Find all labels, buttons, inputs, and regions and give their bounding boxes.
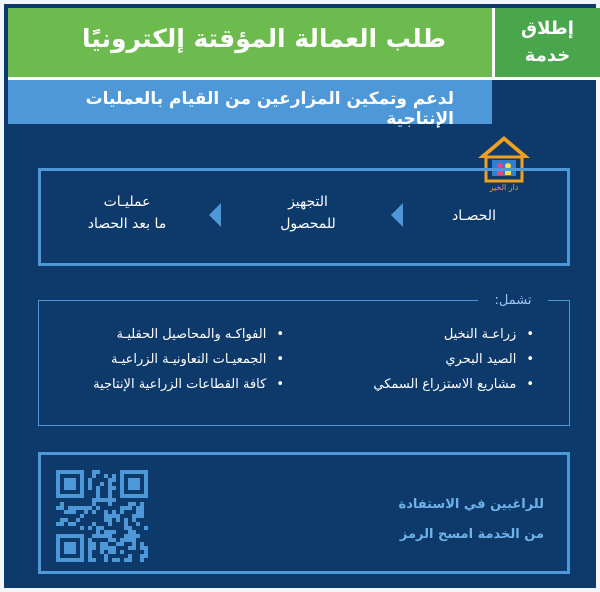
includes-left-list xyxy=(54,322,284,397)
stage-preparation-line2: للمحصول xyxy=(280,216,336,232)
list-item: • كافة القطاعات الزراعية الإنتاجية xyxy=(54,372,284,397)
title-bar xyxy=(8,8,492,80)
stage-post-harvest xyxy=(67,191,187,235)
includes-label: تشمل: xyxy=(478,293,548,309)
list-item: • الجمعيـات التعاونيـة الزراعيـة xyxy=(54,347,284,372)
stage-preparation xyxy=(253,191,363,235)
logo-text: دار الخير xyxy=(489,183,519,192)
list-item: • الفواكـه والمحاصيل الحقليـة xyxy=(54,322,284,347)
qr-code-icon[interactable] xyxy=(56,470,148,562)
page-title: طلب العمالة المؤقتة إلكترونيًا xyxy=(82,24,446,53)
launch-badge xyxy=(492,8,600,80)
badge-line1: إطلاق xyxy=(521,18,574,39)
stage-harvest-label: الحصـاد xyxy=(452,208,496,224)
includes-right-list xyxy=(314,322,534,397)
qr-text-line1: للراغبين في الاستفادة xyxy=(398,497,544,512)
badge-line2: خدمة xyxy=(524,45,571,66)
arrow-left-icon xyxy=(209,203,221,227)
list-item: • الصيد البحري xyxy=(314,347,534,372)
stage-post-harvest-line1: عمليـات xyxy=(103,194,151,210)
stages-box xyxy=(38,168,570,266)
stage-harvest xyxy=(429,205,519,227)
stage-preparation-line1: التجهيز xyxy=(288,194,328,210)
list-item: • زراعـة النخيل xyxy=(314,322,534,347)
list-item: • مشاريع الاستزراع السمكي xyxy=(314,372,534,397)
page-subtitle: لدعم وتمكين المزارعين من القيام بالعمليات الإنتاجية xyxy=(85,89,454,129)
qr-instructions xyxy=(344,490,544,550)
subtitle-bar xyxy=(8,80,492,129)
stage-post-harvest-line2: ما بعد الحصاد xyxy=(87,216,167,232)
qr-text-line2: من الخدمة امسح الرمز xyxy=(399,527,544,542)
arrow-left-icon xyxy=(391,203,403,227)
